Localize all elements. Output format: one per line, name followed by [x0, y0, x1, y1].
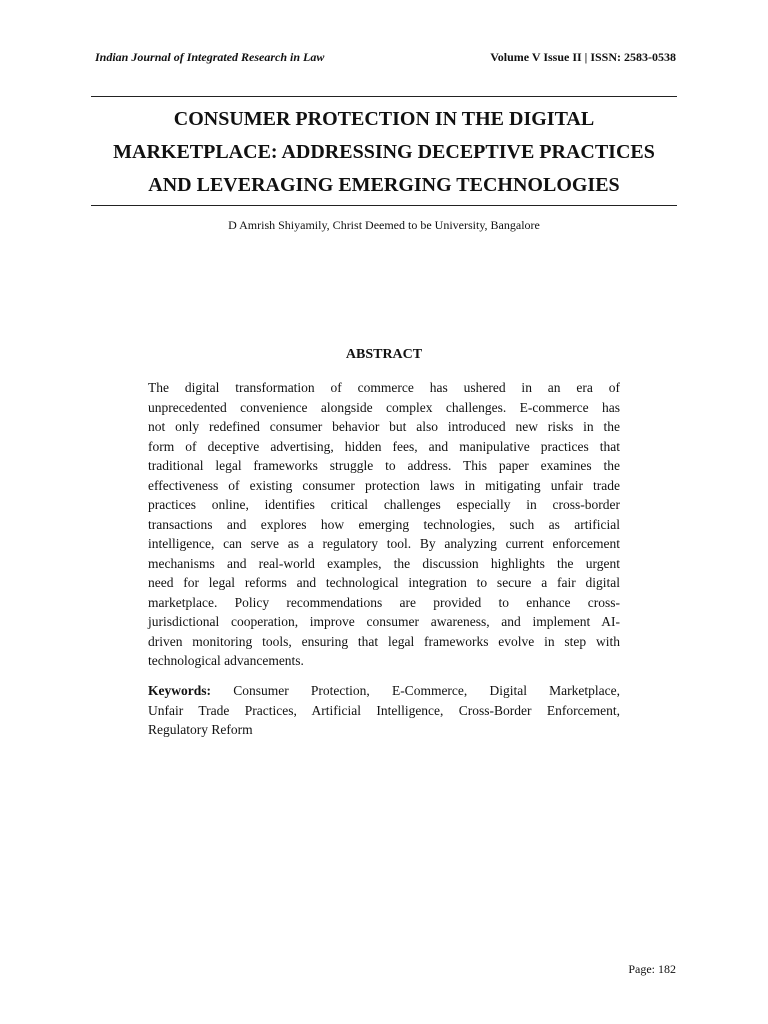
abstract-heading: ABSTRACT	[345, 347, 423, 362]
abstract-line: driven monitoring tools, ensuring that legal frameworks evolve in step with	[148, 633, 620, 649]
abstract-line: jurisdictional cooperation, improve consumer awareness, and implement AI-	[148, 614, 620, 629]
keywords-label: Keywords:	[148, 683, 211, 698]
abstract-line: mechanisms and real-world examples, the discussion highlights the urgent	[148, 555, 620, 571]
abstract-line: traditional legal frameworks struggle to address. This paper examines the	[148, 458, 620, 473]
header-divider	[91, 96, 677, 97]
abstract-line: intelligence, can serve as a regulatory tool. By analyzing current enforcement	[148, 536, 620, 551]
abstract-line: practices online, identifies critical challenges especially in cross-border	[148, 497, 620, 512]
abstract-line: technological advancements.	[148, 653, 304, 668]
abstract-line: The digital transformation of commerce has ushered in an era of	[148, 380, 620, 395]
keywords-line: Unfair Trade Practices, Artificial Intelligence, Cross-Border Enforcement,	[148, 702, 620, 718]
title-line: AND LEVERAGING EMERGING TECHNOLOGIES	[148, 174, 620, 196]
keywords-text: Consumer Protection, E-Commerce, Digital Marketplace,	[233, 683, 621, 698]
journal-name: Indian Journal of Integrated Research in Law	[95, 50, 325, 64]
keywords-line	[148, 681, 620, 701]
keywords-line: Regulatory Reform	[148, 722, 253, 737]
abstract-line: transactions and explores how emerging technologies, such as artificial	[148, 516, 620, 532]
abstract-line: marketplace. Policy recommendations are provided to enhance cross-	[148, 594, 620, 610]
volume-issn: Volume V Issue II | ISSN: 2583-0538	[490, 50, 676, 64]
abstract-line: effectiveness of existing consumer protection laws in mitigating unfair trade	[148, 477, 620, 493]
keywords-block	[148, 681, 620, 740]
abstract-line: unprecedented convenience alongside complex challenges. E-commerce has	[148, 399, 620, 415]
page-number: Page: 182	[628, 962, 676, 976]
abstract-body	[148, 378, 620, 671]
paper-title	[80, 103, 688, 202]
title-divider	[91, 205, 677, 206]
abstract-line: need for legal reforms and technological integration to secure a fair digital	[148, 575, 620, 590]
author-affiliation: D Amrish Shiyamily, Christ Deemed to be University, Bangalore	[228, 218, 540, 232]
abstract-line: not only redefined consumer behavior but also introduced new risks in the	[148, 419, 620, 434]
title-line: CONSUMER PROTECTION IN THE DIGITAL	[173, 108, 595, 130]
title-line: MARKETPLACE: ADDRESSING DECEPTIVE PRACTICES	[113, 141, 655, 163]
abstract-line: form of deceptive advertising, hidden fees, and manipulative practices that	[148, 438, 620, 454]
